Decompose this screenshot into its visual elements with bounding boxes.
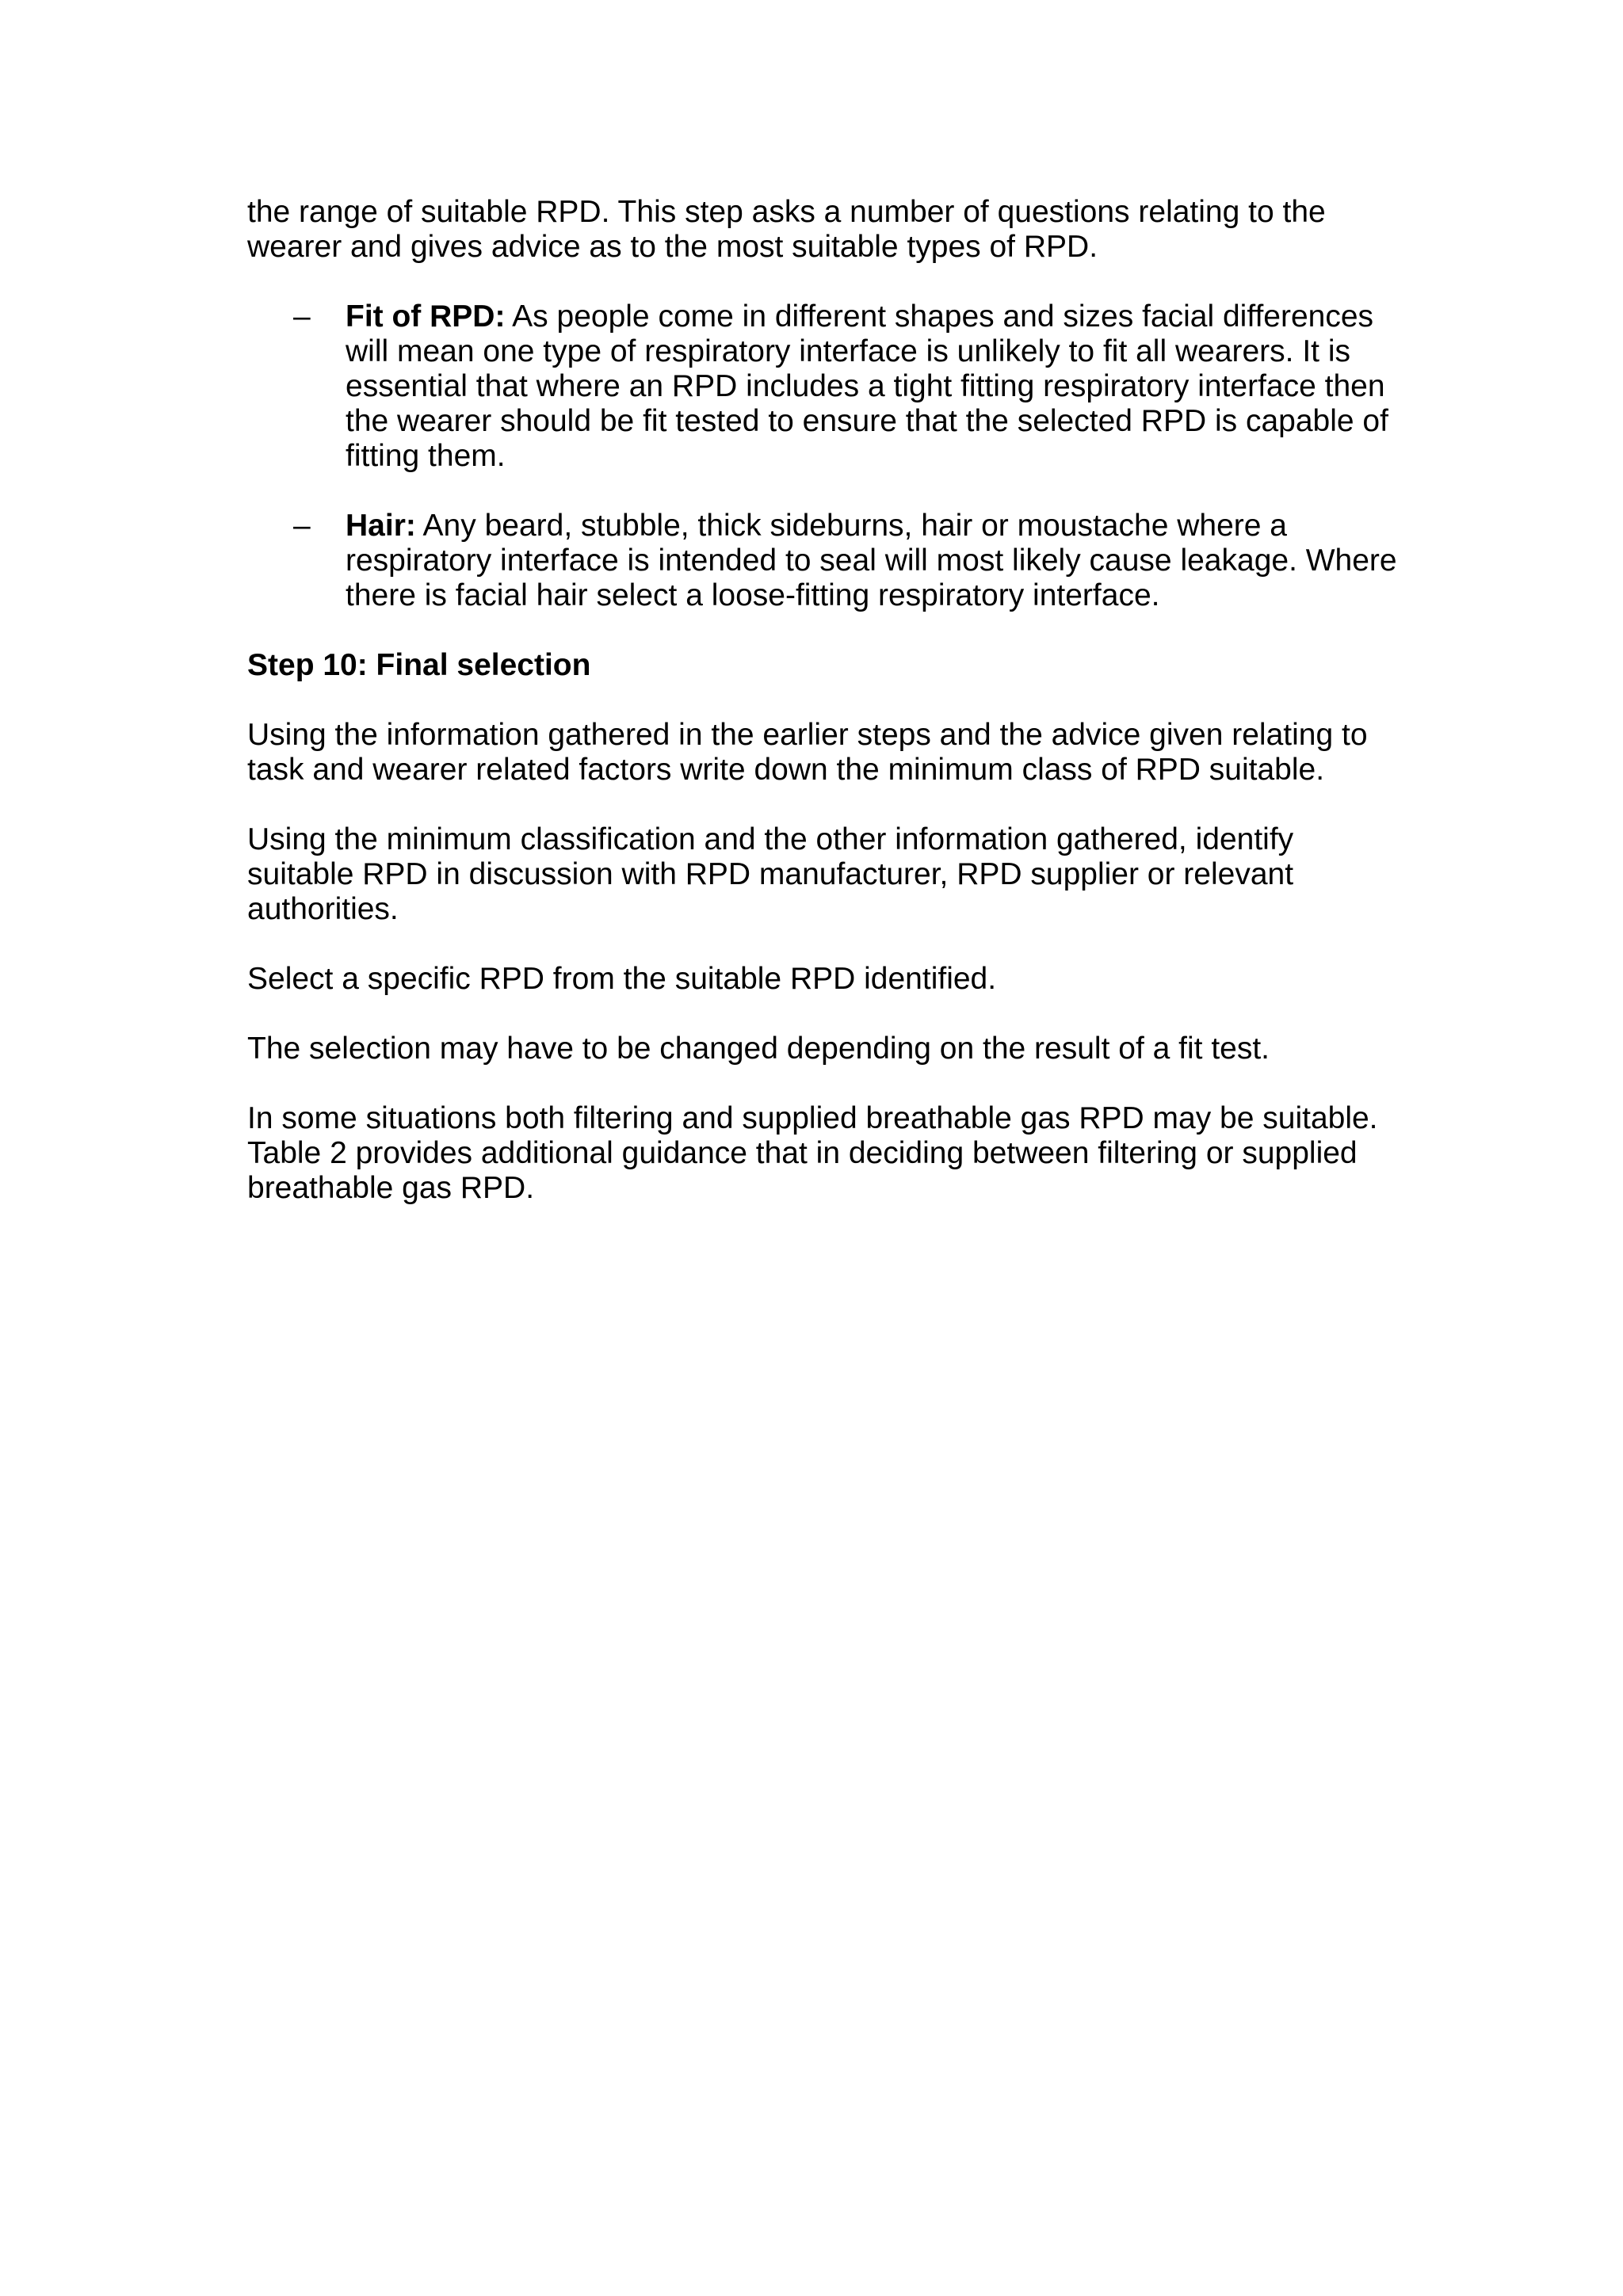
document-body — [247, 195, 1404, 1241]
bullet-dash: – — [293, 299, 311, 334]
bullet-label: Hair: — [346, 509, 416, 543]
bullet-hair — [247, 509, 1404, 613]
intro-paragraph: the range of suitable RPD. This step asks a number of questions relating to the wearer and gives advice as to the most suitable types of RPD. — [247, 195, 1326, 264]
paragraph: Using the minimum classification and the other information gathered, identify suitable RPD in discussion with RPD manufacturer, RPD supplier or relevant authorities. — [247, 822, 1294, 926]
bullet-dash: – — [293, 509, 311, 543]
paragraph: The selection may have to be changed depending on the result of a fit test. — [247, 1032, 1270, 1066]
bullet-text: Any beard, stubble, thick sideburns, hair or moustache where a respiratory interface is intended to seal will most likely cause leakage. Where there is facial hair select a loose-fitting respiratory interface. — [346, 509, 1397, 612]
paragraph: Select a specific RPD from the suitable RPD identified. — [247, 962, 997, 996]
bullet-fit-of-rpd — [247, 299, 1404, 474]
paragraph: In some situations both filtering and supplied breathable gas RPD may be suitable. Table 2 provides additional guidance that in deciding between filtering or supplied breathable gas RPD. — [247, 1101, 1378, 1205]
bullet-text: As people come in different shapes and sizes facial differences will mean one type of respiratory interface is unlikely to fit all wearers. It is essential that where an RPD includes a tight fitting respiratory interface then the wearer should be fit tested to ensure that the selected RPD is capable of fitting them. — [346, 299, 1388, 473]
bullet-label: Fit of RPD: — [346, 299, 506, 334]
paragraph: Using the information gathered in the earlier steps and the advice given relating to task and wearer related factors write down the minimum class of RPD suitable. — [247, 718, 1368, 787]
section-heading-step-10: Step 10: Final selection — [247, 648, 591, 682]
